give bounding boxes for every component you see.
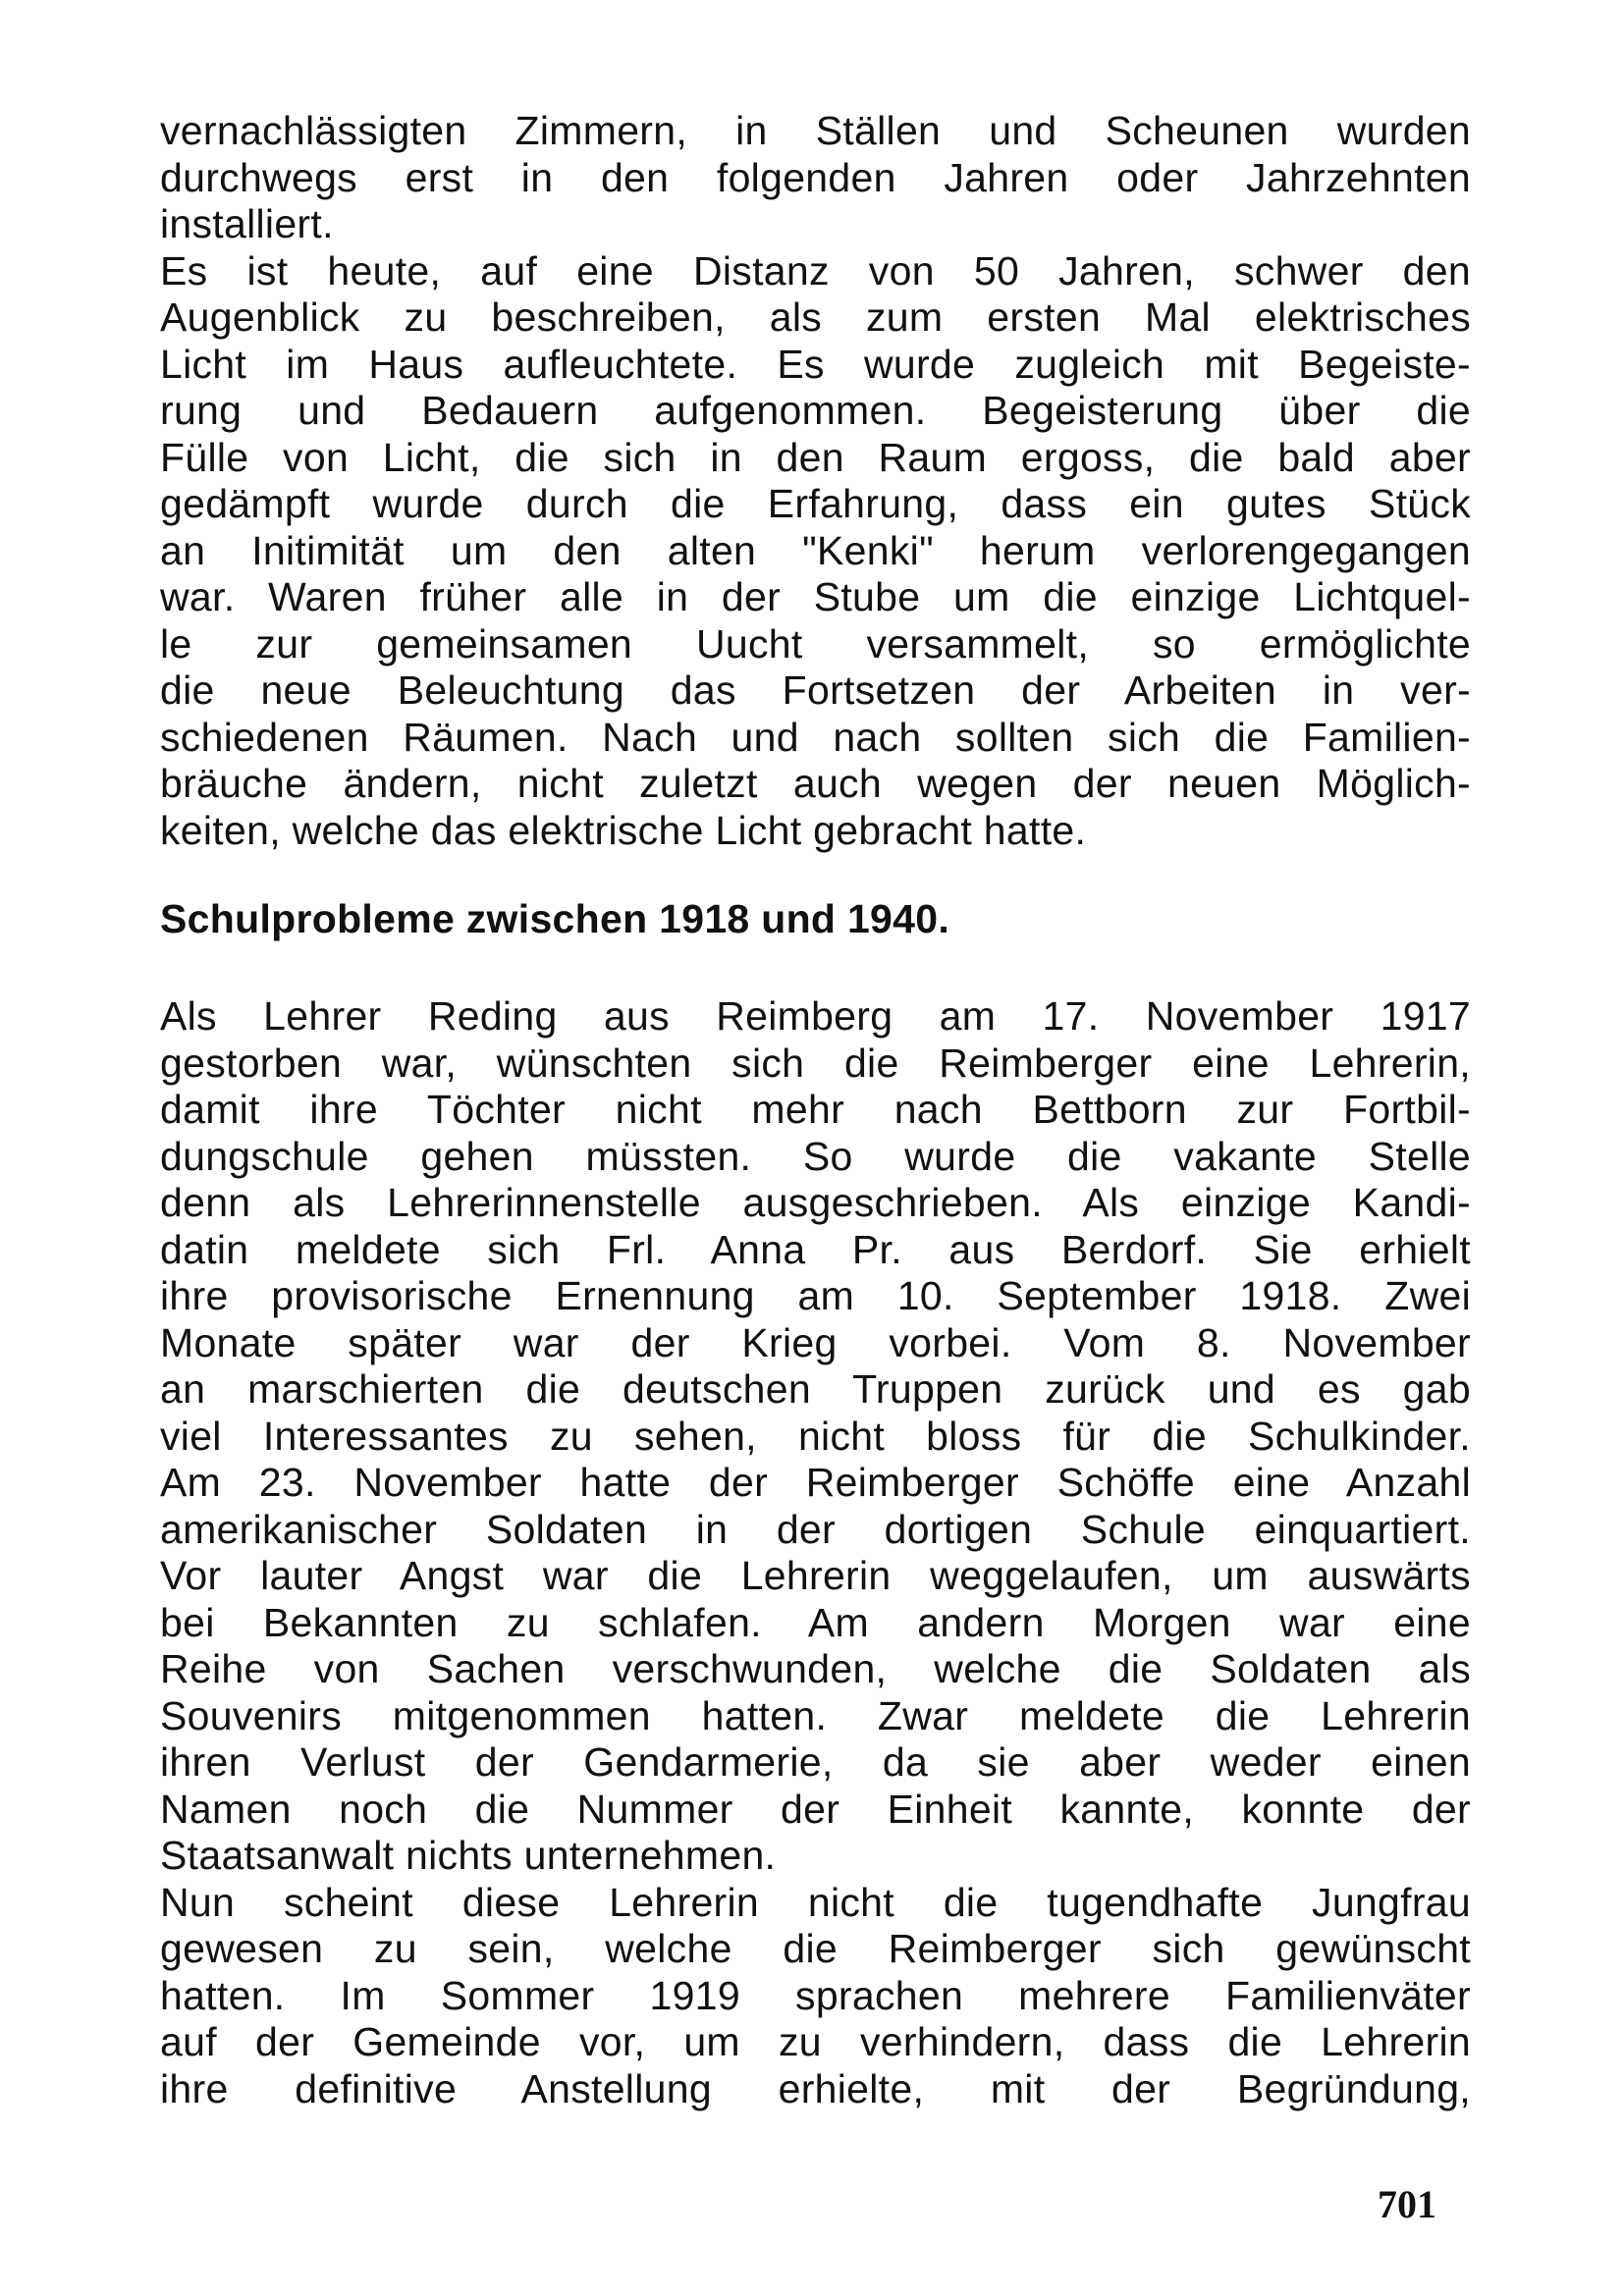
main-paragraph [160, 993, 1471, 2112]
text-line: gedämpft wurde durch die Erfahrung, dass ein gutes Stück [160, 481, 1471, 526]
page-number: 701 [1378, 2182, 1436, 2226]
text-line: Am 23. November hatte der Reimberger Schöffe eine Anzahl [160, 1460, 1471, 1505]
text-line: rung und Bedauern aufgenommen. Begeisterung über die [160, 388, 1471, 433]
text-line: auf der Gemeinde vor, um zu verhindern, dass die Lehrerin [160, 2019, 1471, 2064]
text-line: Souvenirs mitgenommen hatten. Zwar meldete die Lehrerin [160, 1692, 1471, 1738]
text-line: ihre definitive Anstellung erhielte, mit der Begründung, [160, 2065, 1471, 2111]
text-line: Monate später war der Krieg vorbei. Vom 8. November [160, 1319, 1471, 1365]
text-line: gestorben war, wünschten sich die Reimberger eine Lehrerin, [160, 1040, 1471, 1086]
text-line: viel Interessantes zu sehen, nicht bloss für die Schulkinder. [160, 1413, 1471, 1459]
text-line: ihre provisorische Ernennung am 10. September 1918. Zwei [160, 1273, 1471, 1318]
text-line: Fülle von Licht, die sich in den Raum ergoss, die bald aber [160, 434, 1471, 480]
text-line: datin meldete sich Frl. Anna Pr. aus Berdorf. Sie erhielt [160, 1226, 1471, 1272]
text-line: le zur gemeinsamen Uucht versammelt, so ermöglichte [160, 620, 1471, 667]
text-line: Nun scheint diese Lehrerin nicht die tugendhafte Jungfrau [160, 1879, 1471, 1925]
text-line: an marschierten die deutschen Truppen zurück und es gab [160, 1366, 1471, 1412]
text-line: denn als Lehrerinnenstelle ausgeschrieben. Als einzige Kandi- [160, 1180, 1471, 1225]
text-line: die neue Beleuchtung das Fortsetzen der Arbeiten in ver- [160, 667, 1471, 713]
text-line: installiert. [160, 201, 334, 246]
text-line: war. Waren früher alle in der Stube um die einzige Lichtquel- [160, 574, 1471, 619]
text-line: Als Lehrer Reding aus Reimberg am 17. November 1917 [160, 993, 1471, 1039]
text-line: dungschule gehen müssten. So wurde die vakante Stelle [160, 1133, 1471, 1179]
text-line: ihren Verlust der Gendarmerie, da sie aber weder einen [160, 1739, 1471, 1785]
text-line: bräuche ändern, nicht zuletzt auch wegen der neuen Möglich- [160, 761, 1471, 806]
text-line: Reihe von Sachen verschwunden, welche die Soldaten als [160, 1646, 1471, 1691]
text-line: Es ist heute, auf eine Distanz von 50 Jahren, schwer den [160, 247, 1471, 294]
text-line: an Initimität um den alten "Kenki" herum verlorengegangen [160, 527, 1471, 573]
text-line: Vor lauter Angst war die Lehrerin weggelaufen, um auswärts [160, 1553, 1471, 1598]
text-line: schiedenen Räumen. Nach und nach sollten sich die Familien- [160, 714, 1471, 760]
text-line: keiten, welche das elektrische Licht gebracht hatte. [160, 807, 1087, 853]
text-line: bei Bekannten zu schlafen. Am andern Morgen war eine [160, 1599, 1471, 1645]
text-line: Augenblick zu beschreiben, als zum ersten Mal elektrisches [160, 294, 1471, 340]
text-line: gewesen zu sein, welche die Reimberger sich gewünscht [160, 1926, 1471, 1971]
top-paragraph [160, 108, 1471, 854]
text-line: amerikanischer Soldaten in der dortigen Schule einquartiert. [160, 1506, 1471, 1552]
text-line: Staatsanwalt nichts unternehmen. [160, 1833, 777, 1878]
text-line: Licht im Haus aufleuchtete. Es wurde zugleich mit Begeiste- [160, 341, 1471, 387]
text-line: hatten. Im Sommer 1919 sprachen mehrere Familienväter [160, 1972, 1471, 2018]
text-line: durchwegs erst in den folgenden Jahren oder Jahrzehnten [160, 154, 1471, 200]
text-line: damit ihre Töchter nicht mehr nach Bettborn zur Fortbil- [160, 1087, 1471, 1132]
text-line: vernachlässigten Zimmern, in Ställen und Scheunen wurden [160, 108, 1471, 153]
text-line: Namen noch die Nummer der Einheit kannte, konnte der [160, 1786, 1471, 1832]
section-heading: Schulprobleme zwischen 1918 und 1940. [160, 896, 950, 941]
